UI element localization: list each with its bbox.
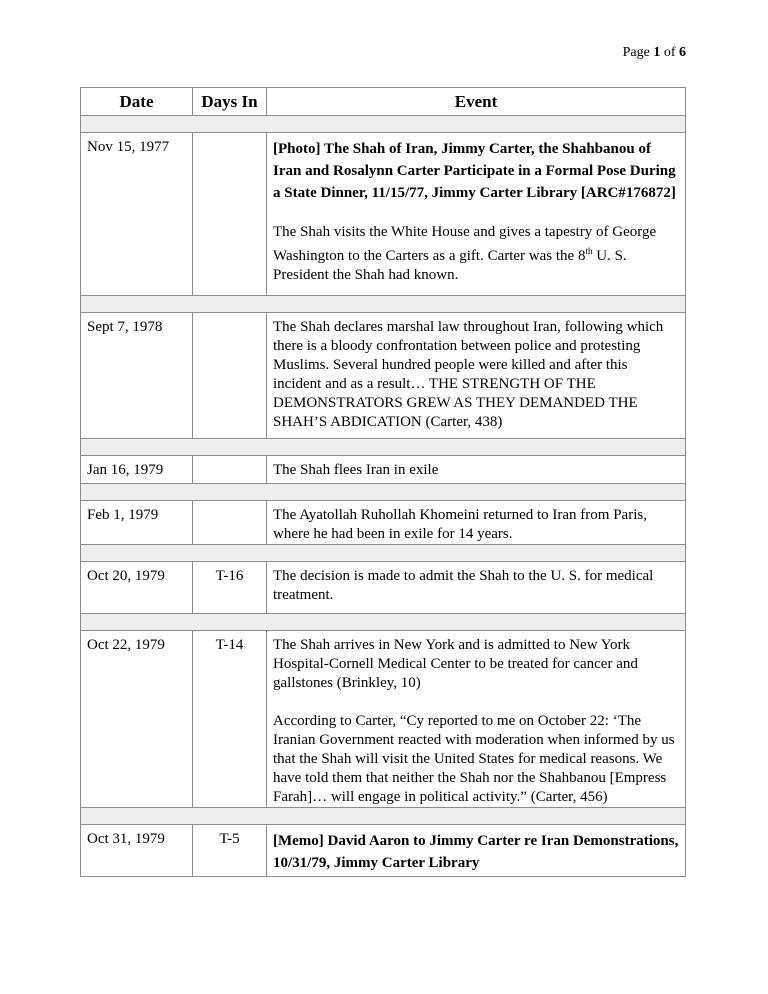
header-row (81, 88, 686, 116)
table-row (81, 631, 686, 808)
page-current: 1 (653, 45, 661, 60)
table-row (81, 133, 686, 296)
date-cell: Nov 15, 1977 (81, 133, 193, 296)
date-cell: Oct 31, 1979 (81, 825, 193, 877)
event-text: The Shah arrives in New York and is admitted to New York Hospital-Cornell Medical Center to be treated for cancer and gallstones (Brinkley, 10) (273, 637, 638, 691)
date-cell: Oct 22, 1979 (81, 631, 193, 808)
days-cell: T-16 (193, 562, 267, 614)
event-cell: The decision is made to admit the Shah to the U. S. for medical treatment. (267, 562, 686, 614)
event-source-link: [Photo] The Shah of Iran, Jimmy Carter, the Shahbanou of Iran and Rosalynn Carter Participate in a Formal Pose During a State Dinner, 11/15/77, Jimmy Carter Library [ARC#176872] (273, 141, 676, 201)
table-row (81, 313, 686, 439)
page-number (623, 45, 686, 61)
timeline-table (80, 87, 686, 877)
event-cell (267, 631, 686, 808)
spacer-row (81, 808, 686, 825)
page-label: Page (622, 45, 654, 60)
table-row (81, 562, 686, 614)
spacer-row (81, 116, 686, 133)
event-cell: The Shah flees Iran in exile (267, 456, 686, 484)
spacer-row (81, 439, 686, 456)
spacer-row (81, 484, 686, 501)
days-cell: T-14 (193, 631, 267, 808)
event-text-b: U. S. President the Shah had known. (273, 248, 627, 283)
date-cell: Sept 7, 1978 (81, 313, 193, 439)
page-total: 6 (679, 45, 686, 60)
header-days: Days In (193, 88, 267, 116)
event-cell: The Ayatollah Ruhollah Khomeini returned to Iran from Paris, where he had been in exile for 14 years. (267, 501, 686, 545)
date-cell: Oct 20, 1979 (81, 562, 193, 614)
event-text-a: The Shah visits the White House and gives a tapestry of George Washington to the Carters as a gift. Carter was the 8 (273, 224, 657, 264)
days-cell (193, 456, 267, 484)
days-cell: T-5 (193, 825, 267, 877)
event-sup: th (585, 246, 593, 256)
days-cell (193, 133, 267, 296)
header-event: Event (267, 88, 686, 116)
table-row (81, 501, 686, 545)
spacer-row (81, 296, 686, 313)
table-row (81, 825, 686, 877)
days-cell (193, 313, 267, 439)
table-row (81, 456, 686, 484)
date-cell: Feb 1, 1979 (81, 501, 193, 545)
date-cell: Jan 16, 1979 (81, 456, 193, 484)
days-cell (193, 501, 267, 545)
event-source-link: [Memo] David Aaron to Jimmy Carter re Iran Demonstrations, 10/31/79, Jimmy Carter Library (273, 833, 679, 871)
event-quote: According to Carter, “Cy reported to me on October 22: ‘The Iranian Government reacted with moderation when informed by us that the Shah will visit the United States for medical reasons. We have told them that neither the Shah nor the Shahbanou [Empress Farah]… will engage in political activity.” (Carter, 456) (273, 713, 675, 805)
spacer-row (81, 545, 686, 562)
event-cell (267, 133, 686, 296)
spacer-row (81, 614, 686, 631)
page-of: of (660, 45, 679, 60)
event-text (273, 223, 679, 285)
event-cell (267, 825, 686, 877)
event-cell: The Shah declares marshal law throughout Iran, following which there is a bloody confrontation between police and protesting Muslims. Several hundred people were killed and after this incident and as a result… THE STRENGTH OF THE DEMONSTRATORS GREW AS THEY DEMANDED THE SHAH’S ABDICATION (Carter, 438) (267, 313, 686, 439)
header-date: Date (81, 88, 193, 116)
